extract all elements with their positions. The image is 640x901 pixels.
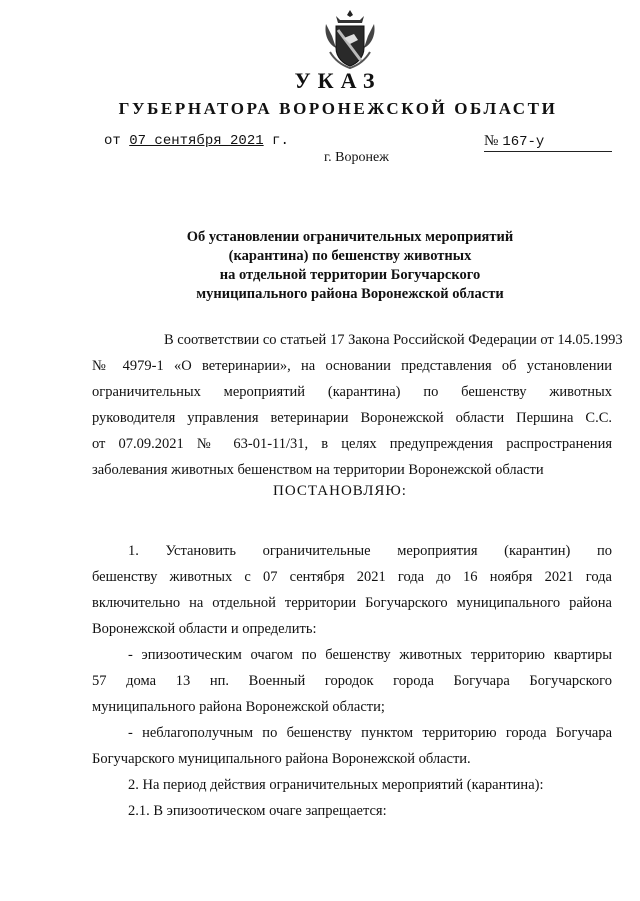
preamble-line: от 07.09.2021 № 63-01-11/31, в целях предупреждения распространения xyxy=(92,436,612,452)
item-1-line: Воронежской области и определить: xyxy=(92,621,317,637)
preamble-line: руководителя управления ветеринарии Воронежской области Першина С.С. xyxy=(92,410,612,426)
coat-of-arms-emblem xyxy=(322,8,378,70)
date-prefix: от xyxy=(104,133,121,149)
item-1-line: бешенству животных с 07 сентября 2021 года до 16 ноября 2021 года xyxy=(92,569,612,585)
date-value: 07 сентября 2021 xyxy=(129,133,264,149)
decree-date xyxy=(104,133,289,149)
focus-line: - эпизоотическим очагом по бешенству животных территорию квартиры xyxy=(128,647,612,663)
heading-line: (карантина) по бешенству животных xyxy=(228,248,472,264)
number-value: 167-у xyxy=(502,134,545,150)
decree-number xyxy=(484,133,612,152)
heading-line: Об установлении ограничительных мероприятий xyxy=(186,229,514,245)
issuer-title: ГУБЕРНАТОРА ВОРОНЕЖСКОЙ ОБЛАСТИ xyxy=(118,99,558,118)
item-2-1-line: 2.1. В эпизоотическом очаге запрещается: xyxy=(128,803,387,819)
preamble-line: № 4979-1 «О ветеринарии», на основании представления об установлении xyxy=(92,358,612,374)
preamble-line: заболевания животных бешенством на территории Воронежской области xyxy=(92,462,544,478)
preamble-line: ограничительных мероприятий (карантина) по бешенству животных xyxy=(92,384,612,400)
heading-line: муниципального района Воронежской области xyxy=(196,286,504,302)
number-sign: № xyxy=(484,133,499,149)
item-2-line: 2. На период действия ограничительных мероприятий (карантина): xyxy=(128,777,544,793)
item-1-paragraph xyxy=(92,538,612,824)
document-type-title: УКАЗ xyxy=(294,68,382,93)
area-line: Богучарского муниципального района Воронежской области. xyxy=(92,751,471,767)
resolve-heading: ПОСТАНОВЛЯЮ: xyxy=(273,483,407,499)
item-1-line: включительно на отдельной территории Богучарского муниципального района xyxy=(92,595,612,611)
focus-line: муниципального района Воронежской области; xyxy=(92,699,385,715)
city-name: г. Воронеж xyxy=(324,150,389,165)
decree-heading xyxy=(150,228,550,304)
preamble-paragraph xyxy=(92,327,623,483)
area-line: - неблагополучным по бешенству пунктом территорию города Богучара xyxy=(128,725,612,741)
item-1-line: 1. Установить ограничительные мероприятия (карантин) по xyxy=(128,543,612,559)
preamble-line: В соответствии со статьей 17 Закона Российской Федерации от 14.05.1993 xyxy=(164,332,623,348)
date-suffix: г. xyxy=(272,133,289,149)
focus-line: 57 дома 13 нп. Военный городок города Богучара Богучарского xyxy=(92,673,612,689)
heading-line: на отдельной территории Богучарского xyxy=(219,267,481,283)
